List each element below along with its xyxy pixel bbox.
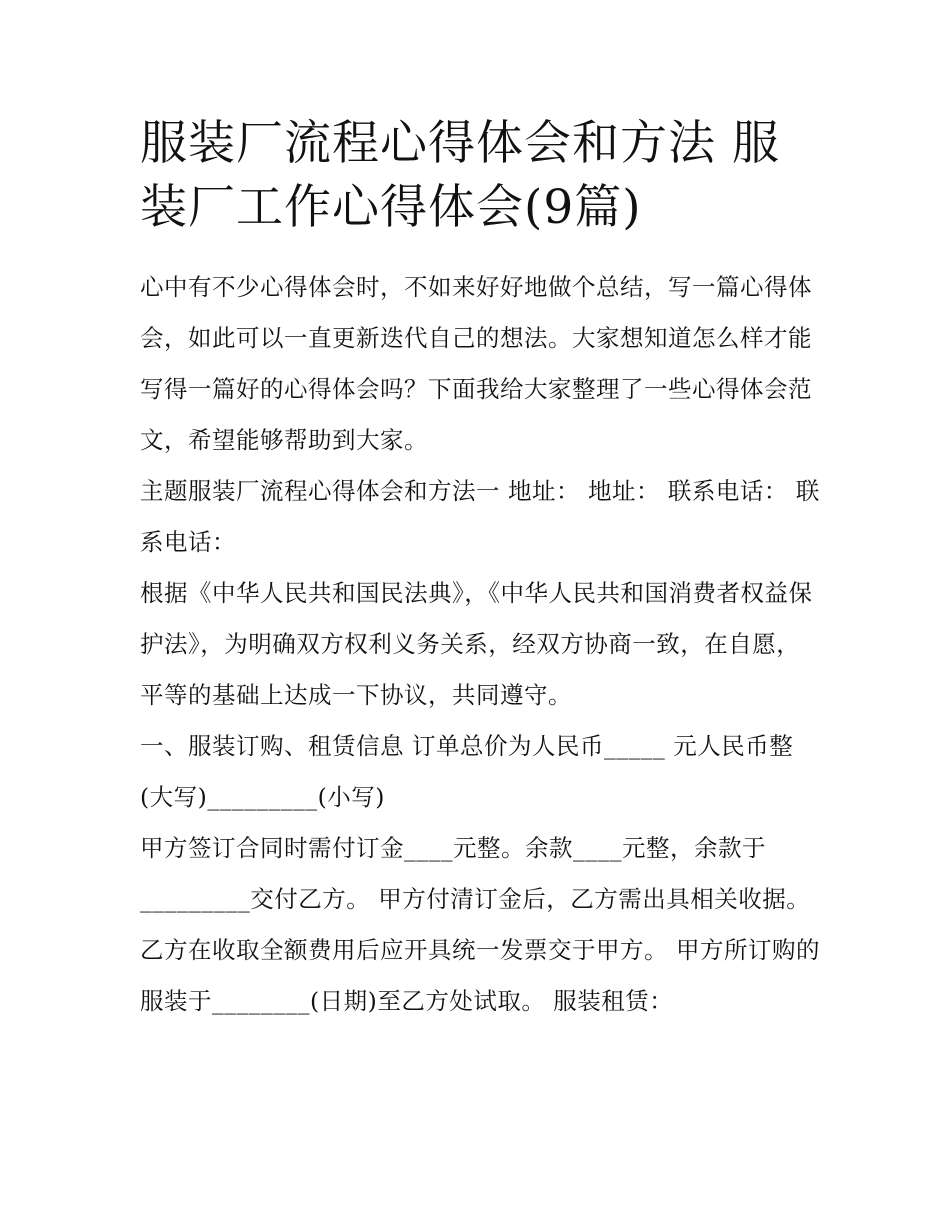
subject-address-paragraph: 主题服装厂流程心得体会和方法一 地址： 地址： 联系电话： 联系电话： [140,477,820,556]
order-info-paragraph: 一、服装订购、租赁信息 订单总价为人民币_____ 元人民币整(大写)_________(小写) [140,732,794,811]
deposit-paragraph: 甲方签订合同时需付订金____元整。余款____元整，余款于_________交付乙方。 甲方付清订金后，乙方需出具相关收据。 [140,834,811,913]
intro-paragraph: 心中有不少心得体会时，不如来好好地做个总结，写一篇心得体会，如此可以一直更新迭代自己的想法。大家想知道怎么样才能写得一篇好的心得体会吗？下面我给大家整理了一些心得体会范文，希望能够帮助到大家。 [140,273,812,454]
legal-basis-paragraph: 根据《中华人民共和国民法典》，《中华人民共和国消费者权益保护法》，为明确双方权利义务关系，经双方协商一致，在自愿，平等的基础上达成一下协议，共同遵守。 [140,579,813,709]
document-title: 服装厂流程心得体会和方法 服装厂工作心得体会(9篇) [140,116,780,235]
document-page [140,112,820,1027]
invoice-paragraph: 乙方在收取全额费用后应开具统一发票交于甲方。 甲方所订购的服装于________(日期)至乙方处试取。 服装租赁： [140,936,820,1015]
